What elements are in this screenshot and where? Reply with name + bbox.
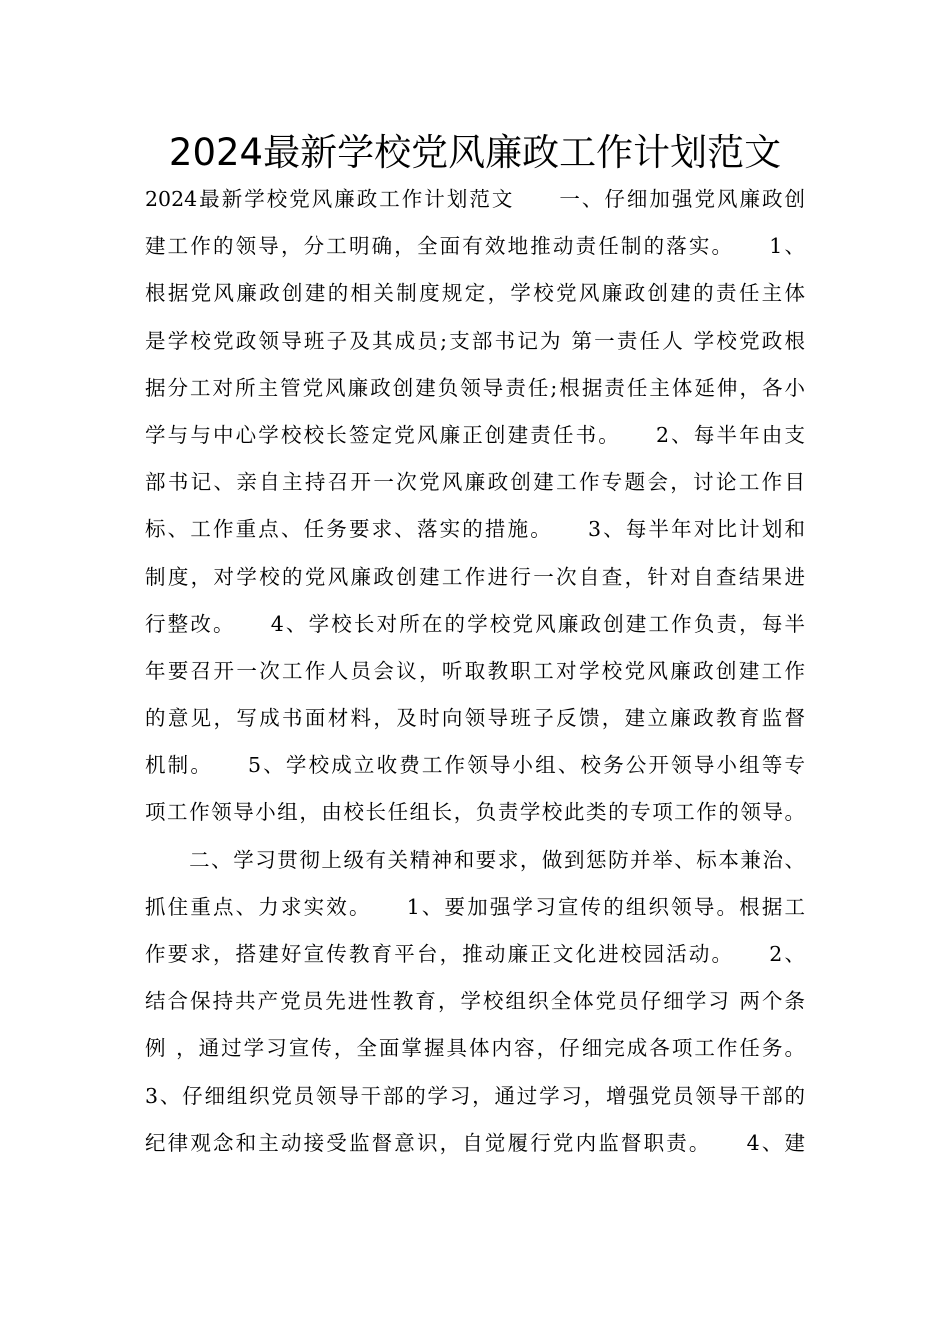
body-line: 部书记、亲自主持召开一次党风廉政创建工作专题会，讨论工作目	[145, 470, 805, 495]
body-line: 纪律观念和主动接受监督意识，自觉履行党内监督职责。 4、建	[145, 1130, 805, 1155]
body-line: 建工作的领导，分工明确，全面有效地推动责任制的落实。 1、	[145, 234, 805, 259]
body-line: 制度，对学校的党风廉政创建工作进行一次自查，针对自查结果进	[145, 564, 805, 589]
body-line: 根据党风廉政创建的相关制度规定，学校党风廉政创建的责任主体	[145, 281, 805, 306]
body-line: 年要召开一次工作人员会议，听取教职工对学校党风廉政创建工作	[145, 658, 805, 683]
body-line: 据分工对所主管党风廉政创建负领导责任;根据责任主体延伸，各小	[145, 375, 805, 400]
body-line: 例 ，通过学习宣传，全面掌握具体内容，仔细完成各项工作任务。	[145, 1036, 805, 1061]
body-line: 项工作领导小组，由校长任组长，负责学校此类的专项工作的领导。	[145, 800, 805, 825]
body-line: 是学校党政领导班子及其成员;支部书记为 第一责任人 学校党政根	[145, 328, 805, 353]
body-line: 行整改。 4、学校长对所在的学校党风廉政创建工作负责，每半	[145, 611, 805, 636]
body-line: 学与与中心学校校长签定党风廉正创建责任书。 2、每半年由支	[145, 422, 805, 447]
document-title: 2024最新学校党风廉政工作计划范文	[168, 131, 782, 174]
body-line: 的意见，写成书面材料，及时向领导班子反馈，建立廉政教育监督	[145, 706, 805, 731]
body-line: 2024最新学校党风廉政工作计划范文 一、仔细加强党风廉政创	[145, 187, 805, 211]
body-line: 3、仔细组织党员领导干部的学习，通过学习，增强党员领导干部的	[145, 1083, 805, 1108]
body-line: 机制。 5、学校成立收费工作领导小组、校务公开领导小组等专	[145, 753, 805, 778]
body-line: 标、工作重点、任务要求、落实的措施。 3、每半年对比计划和	[145, 517, 805, 542]
body-line: 二、学习贯彻上级有关精神和要求，做到惩防并举、标本兼治、	[145, 847, 805, 872]
body-line: 结合保持共产党员先进性教育，学校组织全体党员仔细学习 两个条	[145, 989, 805, 1014]
body-line: 作要求，搭建好宣传教育平台，推动廉正文化进校园活动。 2、	[145, 942, 805, 966]
document-body	[145, 176, 805, 1167]
body-line: 抓住重点、力求实效。 1、要加强学习宣传的组织领导。根据工	[145, 894, 805, 919]
